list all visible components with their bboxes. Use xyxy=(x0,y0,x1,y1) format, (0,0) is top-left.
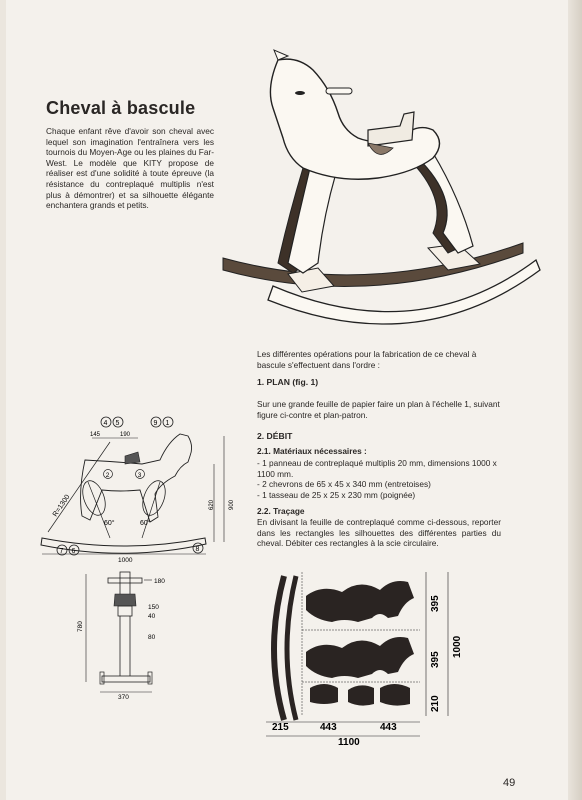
intro-paragraph: Chaque enfant rêve d'avoir son cheval avec lequel son imagination l'entraînera vers les tournois du Moyen-Age ou les plaines du Far-West. Le modèle que KITY propose de réaliser est d'une solidité à toute épreuve (la résistance du contreplaqué multiplis n'est plus à démontrer) et sa silhouette élégante enchantera grands et petits. xyxy=(46,126,214,211)
front-body xyxy=(118,606,132,616)
svg-text:7: 7 xyxy=(59,548,64,555)
dim-443a-label: 443 xyxy=(320,722,337,733)
marker-3 xyxy=(136,470,145,480)
marker-9 xyxy=(151,417,161,427)
svg-text:6: 6 xyxy=(71,548,76,555)
horse-silhouette-top xyxy=(306,581,414,622)
dim-395a-label: 395 xyxy=(430,595,441,612)
marker-1 xyxy=(163,417,173,427)
marker-7 xyxy=(57,545,67,555)
section22-heading: 2.2. Traçage xyxy=(257,506,305,516)
rocker-arc-1 xyxy=(274,576,284,720)
dim-150-label: 150 xyxy=(148,604,159,611)
svg-text:1: 1 xyxy=(165,420,170,427)
dim-190-label: 190 xyxy=(120,432,131,438)
rocker-arc-2 xyxy=(287,576,296,720)
dim-1000-label: 1000 xyxy=(118,557,133,562)
front-handle xyxy=(108,578,142,583)
side-leg-rear xyxy=(138,478,169,519)
dim-395b-label: 395 xyxy=(430,651,441,668)
horse-handle xyxy=(326,88,352,94)
front-base xyxy=(102,676,150,682)
rocking-horse-illustration xyxy=(218,48,548,348)
angle-right-label: 60° xyxy=(140,520,151,527)
dim-443b-label: 443 xyxy=(380,722,397,733)
dim-215-label: 215 xyxy=(272,722,289,733)
page-number: 49 xyxy=(503,777,516,789)
section1-text: Sur une grande feuille de papier faire un plan à l'échelle 1, suivant figure ci-contre et plan-patron. xyxy=(257,399,500,420)
section21-heading: 2.1. Matériaux nécessaires : xyxy=(257,446,367,456)
front-plan-drawing xyxy=(60,568,190,700)
radius-label: R=1300 xyxy=(51,493,72,519)
front-seat xyxy=(114,594,136,606)
dim-80-label: 80 xyxy=(148,634,156,641)
dim-370-label: 370 xyxy=(118,694,129,700)
svg-text:9: 9 xyxy=(153,420,158,427)
svg-text:5: 5 xyxy=(115,420,120,427)
svg-text:2: 2 xyxy=(105,472,110,479)
side-horse-outline xyxy=(81,434,192,522)
materials-item: - 1 tasseau de 25 x 25 x 230 mm (poignée) xyxy=(257,489,416,500)
page-binding-edge xyxy=(568,0,582,800)
marker-8 xyxy=(193,543,203,553)
section22-text: En divisant la feuille de contreplaqué comme ci-dessous, reporter dans les rectangles les silhouettes des différentes parties du cheval. Débiter ces rectangles à la scie circulaire. xyxy=(257,517,501,549)
dim-40-label: 40 xyxy=(148,613,156,620)
dim-620-label: 620 xyxy=(209,499,215,510)
svg-text:8: 8 xyxy=(195,546,200,553)
materials-list xyxy=(257,458,503,500)
operations-intro: Les différentes opérations pour la fabrication de ce cheval à bascule s'effectuent dans l'ordre : xyxy=(257,349,477,370)
marker-2 xyxy=(104,470,113,480)
svg-text:4: 4 xyxy=(103,420,108,427)
svg-text:3: 3 xyxy=(137,472,142,479)
page-title: Cheval à bascule xyxy=(46,98,196,118)
small-part-3 xyxy=(380,684,410,706)
marker-4 xyxy=(101,417,111,427)
side-seat xyxy=(125,452,140,464)
angle-left-label: 60° xyxy=(104,520,115,527)
small-part-2 xyxy=(348,685,374,705)
page-left-edge xyxy=(0,0,6,800)
dim-1000-layout-label: 1000 xyxy=(452,635,463,658)
dim-780-label: 780 xyxy=(77,621,84,632)
materials-item: - 1 panneau de contreplaqué multiplis 20 mm, dimensions 1000 x 1100 mm. xyxy=(257,458,497,479)
horse-body-head xyxy=(270,59,439,179)
marker-5 xyxy=(113,417,123,427)
horse-eye xyxy=(295,91,305,95)
dim-900-label: 900 xyxy=(229,499,235,510)
side-plan-drawing xyxy=(30,412,252,562)
materials-item: - 2 chevrons de 65 x 45 x 340 mm (entretoises) xyxy=(257,479,431,490)
dim-1100-label: 1100 xyxy=(338,737,360,746)
dim-145-label: 145 xyxy=(90,432,101,438)
horse-silhouette-bottom xyxy=(306,637,414,678)
dim-180-label: 180 xyxy=(154,578,165,585)
section2-heading: 2. DÉBIT xyxy=(257,431,293,441)
small-part-1 xyxy=(310,684,338,704)
cutting-layout-drawing xyxy=(262,570,484,746)
horse-seat xyxy=(368,112,414,146)
section1-heading: 1. PLAN (fig. 1) xyxy=(257,377,319,387)
dim-210-label: 210 xyxy=(430,695,441,712)
side-rocker xyxy=(41,538,206,553)
